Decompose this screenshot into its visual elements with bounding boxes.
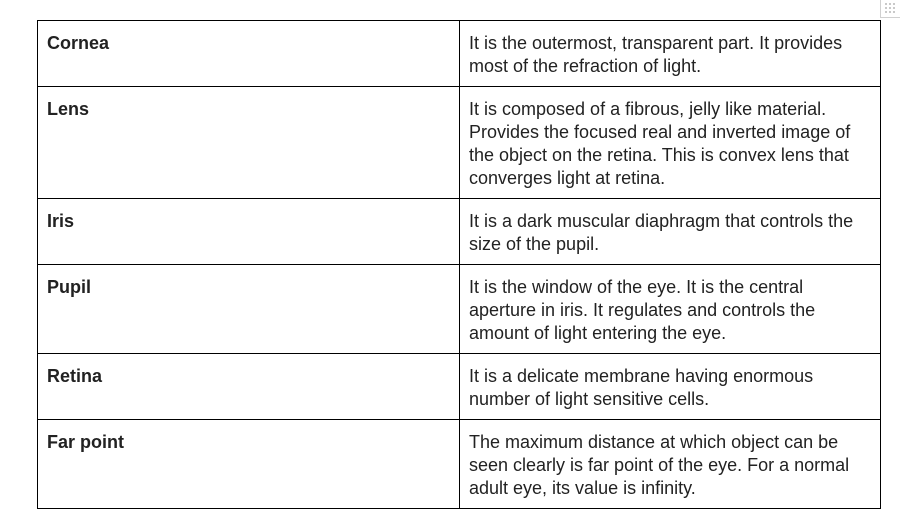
description-cell[interactable]: It is the window of the eye. It is the central aperture in iris. It regulates and controls the amount of light entering the eye. xyxy=(460,265,881,354)
handle-dot xyxy=(893,7,895,9)
term-cell[interactable]: Retina xyxy=(38,354,460,420)
table-row xyxy=(38,199,881,265)
description-cell[interactable]: It is the outermost, transparent part. It provides most of the refraction of light. xyxy=(460,21,881,87)
handle-dot xyxy=(889,3,891,5)
handle-dot xyxy=(885,3,887,5)
table-row xyxy=(38,21,881,87)
handle-dot xyxy=(889,7,891,9)
description-cell[interactable]: It is composed of a fibrous, jelly like material. Provides the focused real and inverted image of the object on the retina. This is convex lens that converges light at retina. xyxy=(460,87,881,199)
term-cell[interactable]: Pupil xyxy=(38,265,460,354)
handle-dot xyxy=(885,7,887,9)
handle-dot xyxy=(885,11,887,13)
term-cell[interactable]: Far point xyxy=(38,420,460,509)
description-cell[interactable]: It is a dark muscular diaphragm that controls the size of the pupil. xyxy=(460,199,881,265)
table-row xyxy=(38,420,881,509)
term-cell[interactable]: Iris xyxy=(38,199,460,265)
table-row xyxy=(38,87,881,199)
table-row xyxy=(38,265,881,354)
term-cell[interactable]: Lens xyxy=(38,87,460,199)
description-cell[interactable]: The maximum distance at which object can be seen clearly is far point of the eye. For a normal adult eye, its value is infinity. xyxy=(460,420,881,509)
term-cell[interactable]: Cornea xyxy=(38,21,460,87)
drag-handle-icon[interactable] xyxy=(880,0,900,18)
handle-dot xyxy=(893,3,895,5)
handle-dot xyxy=(889,11,891,13)
table-row xyxy=(38,354,881,420)
eye-parts-table xyxy=(37,20,881,509)
handle-dot xyxy=(893,11,895,13)
description-cell[interactable]: It is a delicate membrane having enormous number of light sensitive cells. xyxy=(460,354,881,420)
